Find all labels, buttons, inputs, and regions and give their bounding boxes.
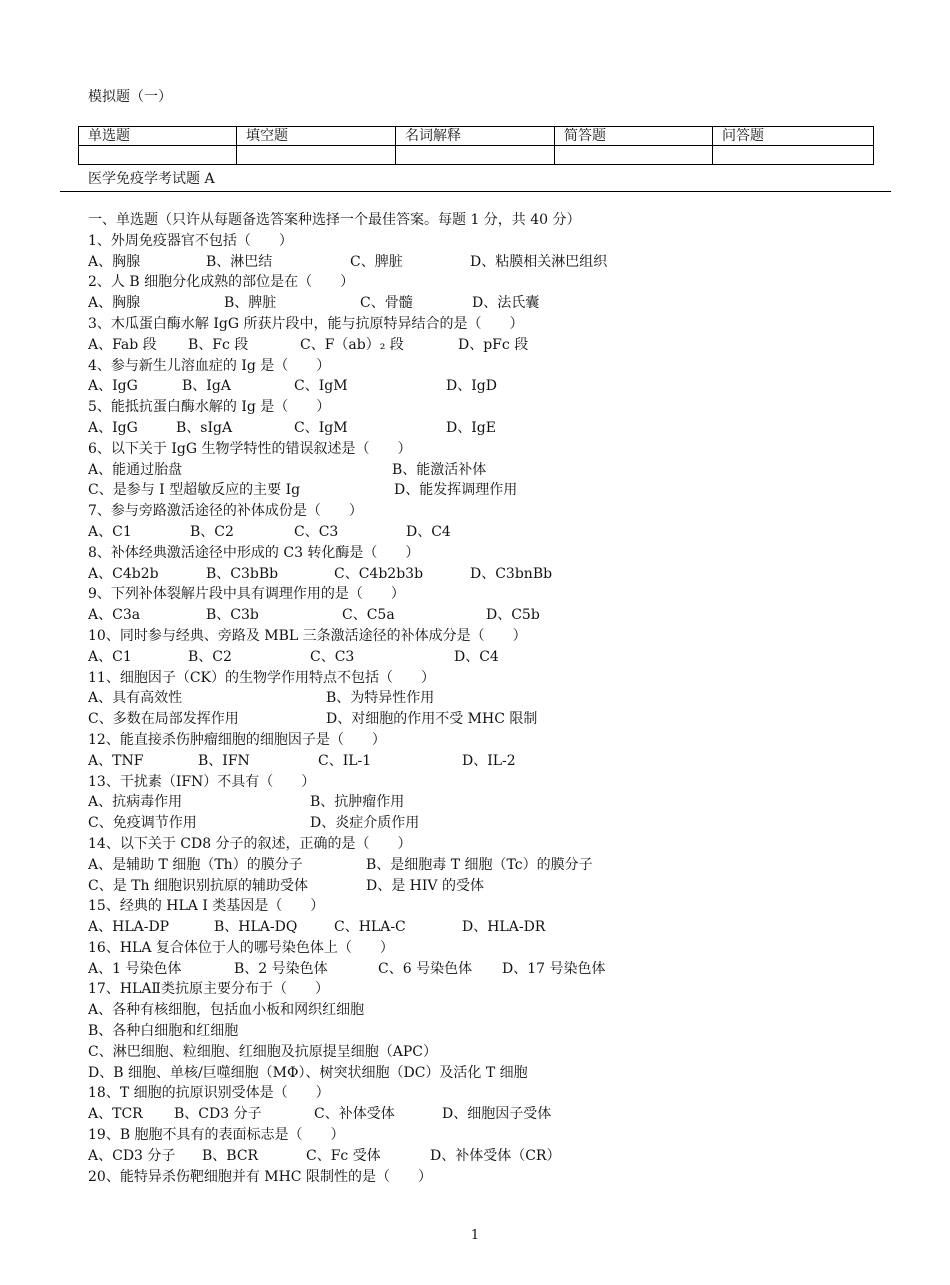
score-value-cell	[555, 146, 713, 165]
line-text: 18、T 细胞的抗原识别受体是（ ）	[88, 1085, 330, 1102]
option-text: A、C4b2b	[88, 565, 159, 582]
line-text: 19、B 胞胞不具有的表面标志是（ ）	[88, 1127, 345, 1144]
line-text: 8、补体经典激活途径中形成的 C3 转化酶是（ ）	[88, 544, 420, 561]
option-text: D、细胞因子受体	[442, 1106, 552, 1123]
options-line	[88, 855, 878, 876]
option-text: B、HLA-DQ	[214, 919, 298, 936]
option-text: A、胸腺	[88, 253, 141, 270]
line-text: 17、HLAⅡ类抗原主要分布于（ ）	[88, 981, 329, 998]
option-text: D、对细胞的作用不受 MHC 限制	[326, 711, 538, 728]
option-text: C、C3	[294, 523, 339, 540]
options-line	[88, 813, 878, 834]
option-text: C、F（ab）₂ 段	[300, 336, 404, 353]
option-text: B、脾脏	[224, 295, 277, 312]
option-text: B、BCR	[202, 1147, 259, 1164]
line-text: 13、干扰素（IFN）不具有（ ）	[88, 773, 316, 790]
options-line	[88, 959, 878, 980]
score-header-cell: 名词解释	[396, 127, 555, 146]
options-line	[88, 876, 878, 897]
page-heading: 模拟题（一）	[88, 89, 172, 105]
page-number: 1	[470, 1228, 480, 1243]
line-text: 一、单选题（只许从每题备选答案种选择一个最佳答案。每题 1 分，共 40 分）	[88, 212, 581, 228]
option-text: A、Fab 段	[88, 336, 157, 353]
question-line	[88, 439, 878, 460]
option-text: A、抗病毒作用	[88, 794, 183, 811]
options-line	[88, 564, 878, 585]
options-line	[88, 293, 878, 314]
option-text: D、C4	[454, 648, 499, 665]
options-line	[88, 751, 878, 772]
question-line	[88, 834, 878, 855]
options-line	[88, 709, 878, 730]
options-line	[88, 522, 878, 543]
header-divider	[60, 191, 891, 192]
line-text: 20、能特异杀伤靶细胞并有 MHC 限制性的是（ ）	[88, 1168, 432, 1185]
line-text: 3、木瓜蛋白酶水解 IgG 所获片段中，能与抗原特异结合的是（ ）	[88, 315, 524, 332]
option-text: A、是辅助 T 细胞（Th）的膜分子	[88, 856, 303, 873]
option-text: D、粘膜相关淋巴组织	[470, 253, 608, 270]
question-line	[88, 896, 878, 917]
options-line	[88, 647, 878, 668]
options-line	[88, 376, 878, 397]
line-text: 1、外周免疫器官不包括（ ）	[88, 232, 293, 249]
line-text: D、B 细胞、单核/巨噬细胞（MΦ）、树突状细胞（DC）及活化 T 细胞	[88, 1064, 528, 1081]
option-text: C、脾脏	[350, 253, 403, 270]
option-text: C、是 Th 细胞识别抗原的辅助受体	[88, 877, 308, 894]
line-text: A、各种有核细胞，包括血小板和网织红细胞	[88, 1002, 365, 1019]
question-line	[88, 356, 878, 377]
option-text: D、IL-2	[462, 752, 516, 769]
option-text: D、C4	[406, 523, 451, 540]
score-table	[78, 126, 874, 165]
options-line	[88, 335, 878, 356]
option-text: C、IgM	[294, 378, 348, 395]
question-line	[88, 1167, 878, 1188]
score-value-cell	[237, 146, 396, 165]
question-line	[88, 584, 878, 605]
option-text: C、C3	[310, 648, 355, 665]
line-text: B、各种白细胞和红细胞	[88, 1023, 239, 1040]
option-text: C、免疫调节作用	[88, 815, 197, 832]
question-line	[88, 1000, 878, 1021]
option-text: B、IFN	[198, 752, 250, 769]
option-text: B、抗肿瘤作用	[310, 794, 405, 811]
option-text: D、法氏囊	[472, 295, 540, 312]
option-text: C、补体受体	[314, 1106, 395, 1123]
option-text: B、C3bBb	[206, 565, 279, 582]
option-text: A、IgG	[88, 419, 138, 436]
score-header-cell: 简答题	[555, 127, 713, 146]
options-line	[88, 1146, 878, 1167]
question-line	[88, 938, 878, 959]
question-line	[88, 1083, 878, 1104]
question-line	[88, 501, 878, 522]
option-text: C、是参与 I 型超敏反应的主要 Ig	[88, 482, 301, 499]
question-line	[88, 314, 878, 335]
score-value-cell	[396, 146, 555, 165]
option-text: C、Fc 受体	[306, 1147, 381, 1164]
option-text: C、IgM	[294, 419, 348, 436]
option-text: D、HLA-DR	[462, 919, 546, 936]
option-text: B、IgA	[182, 378, 231, 395]
score-value-cell	[79, 146, 237, 165]
option-text: C、多数在局部发挥作用	[88, 711, 239, 728]
question-line	[88, 668, 878, 689]
option-text: D、能发挥调理作用	[394, 482, 518, 499]
option-text: D、17 号染色体	[502, 960, 606, 977]
option-text: C、骨髓	[360, 295, 413, 312]
option-text: B、淋巴结	[206, 253, 273, 270]
question-line	[88, 772, 878, 793]
score-header-row	[79, 127, 874, 146]
option-text: A、C3a	[88, 607, 141, 624]
option-text: A、C1	[88, 648, 132, 665]
option-text: D、pFc 段	[458, 336, 529, 353]
question-line	[88, 730, 878, 751]
question-line	[88, 543, 878, 564]
option-text: D、IgE	[446, 419, 496, 436]
question-line	[88, 1063, 878, 1084]
option-text: B、C2	[190, 523, 234, 540]
option-text: A、IgG	[88, 378, 138, 395]
line-text: 2、人 B 细胞分化成熟的部位是在（ ）	[88, 274, 355, 291]
option-text: C、C5a	[342, 607, 395, 624]
options-line	[88, 252, 878, 273]
option-text: A、C1	[88, 523, 132, 540]
question-line	[88, 397, 878, 418]
option-text: B、为特异性作用	[326, 690, 435, 707]
options-line	[88, 460, 878, 481]
option-text: A、胸腺	[88, 295, 141, 312]
question-line	[88, 1125, 878, 1146]
option-text: D、C3bnBb	[470, 565, 553, 582]
option-text: C、6 号染色体	[378, 960, 473, 977]
question-line	[88, 626, 878, 647]
line-text: 10、同时参与经典、旁路及 MBL 三条激活途径的补体成分是（ ）	[88, 627, 527, 644]
question-line	[88, 1042, 878, 1063]
option-text: C、C4b2b3b	[334, 565, 424, 582]
option-text: B、Fc 段	[188, 336, 249, 353]
option-text: C、IL-1	[318, 752, 372, 769]
options-line	[88, 688, 878, 709]
question-line	[88, 272, 878, 293]
line-text: 16、HLA 复合体位于人的哪号染色体上（ ）	[88, 939, 394, 956]
line-text: 4、参与新生儿溶血症的 Ig 是（ ）	[88, 357, 331, 374]
line-text: 12、能直接杀伤肿瘤细胞的细胞因子是（ ）	[88, 731, 386, 748]
option-text: B、是细胞毒 T 细胞（Tc）的膜分子	[366, 856, 593, 873]
option-text: B、C2	[188, 648, 232, 665]
options-line	[88, 605, 878, 626]
option-text: A、1 号染色体	[88, 960, 182, 977]
line-text: 9、下列补体裂解片段中具有调理作用的是（ ）	[88, 586, 405, 603]
option-text: D、是 HIV 的受体	[366, 877, 484, 894]
option-text: A、具有高效性	[88, 690, 183, 707]
options-line	[88, 480, 878, 501]
score-header-cell: 单选题	[79, 127, 237, 146]
line-text: 7、参与旁路激活途径的补体成份是（ ）	[88, 503, 363, 520]
question-list	[88, 210, 878, 1187]
option-text: D、IgD	[446, 378, 497, 395]
option-text: B、能激活补体	[392, 461, 487, 478]
option-text: A、TNF	[88, 752, 144, 769]
option-text: D、补体受体（CR）	[430, 1147, 561, 1164]
question-line	[88, 1021, 878, 1042]
option-text: A、HLA-DP	[88, 919, 170, 936]
option-text: B、CD3 分子	[174, 1106, 262, 1123]
score-header-cell: 填空题	[237, 127, 396, 146]
line-text: 6、以下关于 IgG 生物学特性的错误叙述是（ ）	[88, 440, 412, 457]
line-text: C、淋巴细胞、粒细胞、红细胞及抗原提呈细胞（APC）	[88, 1043, 437, 1060]
exam-title: 医学免疫学考试题 A	[88, 171, 215, 187]
question-line	[88, 231, 878, 252]
option-text: D、炎症介质作用	[310, 815, 420, 832]
option-text: A、能通过胎盘	[88, 461, 183, 478]
option-text: A、CD3 分子	[88, 1147, 176, 1164]
line-text: 5、能抵抗蛋白酶水解的 Ig 是（ ）	[88, 399, 331, 416]
question-line	[88, 979, 878, 1000]
score-value-row	[79, 146, 874, 165]
line-text: 14、以下关于 CD8 分子的叙述，正确的是（ ）	[88, 835, 412, 852]
line-text: 11、细胞因子（CK）的生物学作用特点不包括（ ）	[88, 669, 435, 686]
option-text: B、2 号染色体	[234, 960, 328, 977]
options-line	[88, 418, 878, 439]
line-text: 15、经典的 HLA I 类基因是（ ）	[88, 898, 325, 915]
score-header-cell: 问答题	[713, 127, 874, 146]
options-line	[88, 917, 878, 938]
option-text: B、sIgA	[176, 419, 233, 436]
option-text: D、C5b	[486, 607, 540, 624]
options-line	[88, 792, 878, 813]
question-line	[88, 210, 878, 231]
option-text: C、HLA-C	[334, 919, 406, 936]
options-line	[88, 1104, 878, 1125]
option-text: A、TCR	[88, 1106, 143, 1123]
option-text: B、C3b	[206, 607, 259, 624]
score-value-cell	[713, 146, 874, 165]
